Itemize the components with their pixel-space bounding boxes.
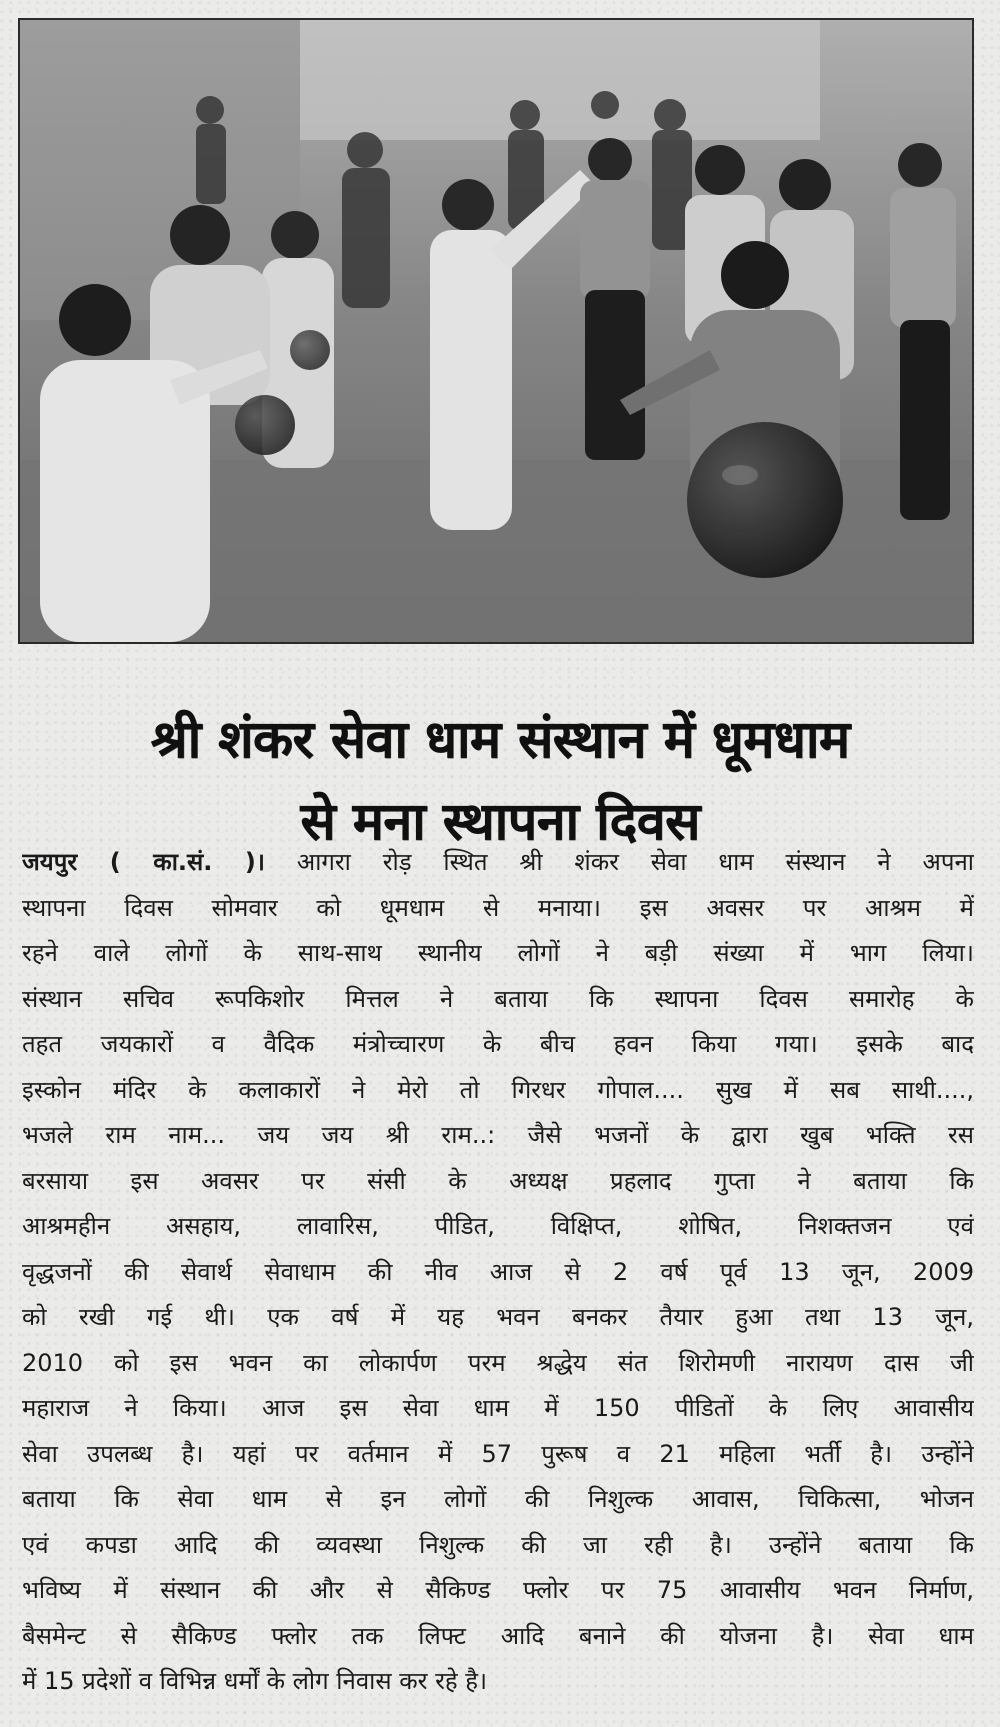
article-line: में 15 प्रदेशों व विभिन्न धर्मों के लोग निवास कर रहे है। xyxy=(22,1667,488,1695)
article-line: एवं कपडा आदि की व्यवस्था निशुल्क की जा रही है। उन्होंने बताया कि xyxy=(22,1530,974,1559)
headline-line-2: से मना स्थापना दिवस xyxy=(300,791,700,852)
article-line: बताया कि सेवा धाम से इन लोगों की निशुल्क आवास, चिकित्सा, भोजन xyxy=(22,1485,974,1513)
dateline: जयपुर ( का.सं. )। xyxy=(22,848,265,876)
article-line: रहने वाले लोगों के साथ-साथ स्थानीय लोगों ने बड़ी संख्या में भाग लिया। xyxy=(22,939,974,967)
article-line: स्थापना दिवस सोमवार को धूमधाम से मनाया। इस अवसर पर आश्रम में xyxy=(22,893,974,922)
article-line-text: आगरा रोड़ स्थित श्री शंकर सेवा धाम संस्थान ने अपना xyxy=(296,848,974,876)
article-line: बैसमेन्ट से सैकिण्ड फ्लोर तक लिफ्ट आदि बनाने की योजना है। सेवा धाम xyxy=(22,1621,974,1650)
article-line: तहत जयकारों व वैदिक मंत्रोच्चारण के बीच हवन किया गया। इसके बाद xyxy=(22,1030,974,1058)
article-line: वृद्धजनों की सेवार्थ सेवाधाम की नीव आज से 2 वर्ष पूर्व 13 जून, 2009 xyxy=(22,1257,974,1286)
article-line: इस्कोन मंदिर के कलाकारों ने मेरो तो गिरधर गोपाल.... सुख में सब साथी...., xyxy=(22,1075,974,1104)
headline-line-1: श्री शंकर सेवा धाम संस्थान में धूमधाम xyxy=(150,709,850,770)
news-photo xyxy=(18,18,974,644)
article-headline xyxy=(20,699,980,863)
article-body xyxy=(22,840,974,1705)
article-line: आश्रमहीन असहाय, लावारिस, पीडित, विक्षिप्त, शोषित, निशक्तजन एवं xyxy=(22,1212,974,1240)
article-line: सेवा उपलब्ध है। यहां पर वर्तमान में 57 पुरूष व 21 महिला भर्ती है। उन्होंने xyxy=(22,1439,974,1468)
article-line: भविष्य में संस्थान की और से सैकिण्ड फ्लोर पर 75 आवासीय भवन निर्माण, xyxy=(22,1576,974,1604)
article-line xyxy=(22,840,974,886)
article-line: को रखी गई थी। एक वर्ष में यह भवन बनकर तैयार हुआ तथा 13 जून, xyxy=(22,1303,974,1331)
news-photo-illustration xyxy=(20,20,972,642)
article-line: बरसाया इस अवसर पर संसी के अध्यक्ष प्रहलाद गुप्ता ने बताया कि xyxy=(22,1166,974,1195)
article-line: भजले राम नाम... जय जय श्री राम..: जैसे भजनों के द्वारा खुब भक्ति रस xyxy=(22,1121,974,1149)
article-line: संस्थान सचिव रूपकिशोर मित्तल ने बताया कि स्थापना दिवस समारोह के xyxy=(22,984,974,1013)
article-line: 2010 को इस भवन का लोकार्पण परम श्रद्धेय संत शिरोमणी नारायण दास जी xyxy=(22,1348,974,1377)
article-line: महाराज ने किया। आज इस सेवा धाम में 150 पीडितों के लिए आवासीय xyxy=(22,1394,974,1422)
